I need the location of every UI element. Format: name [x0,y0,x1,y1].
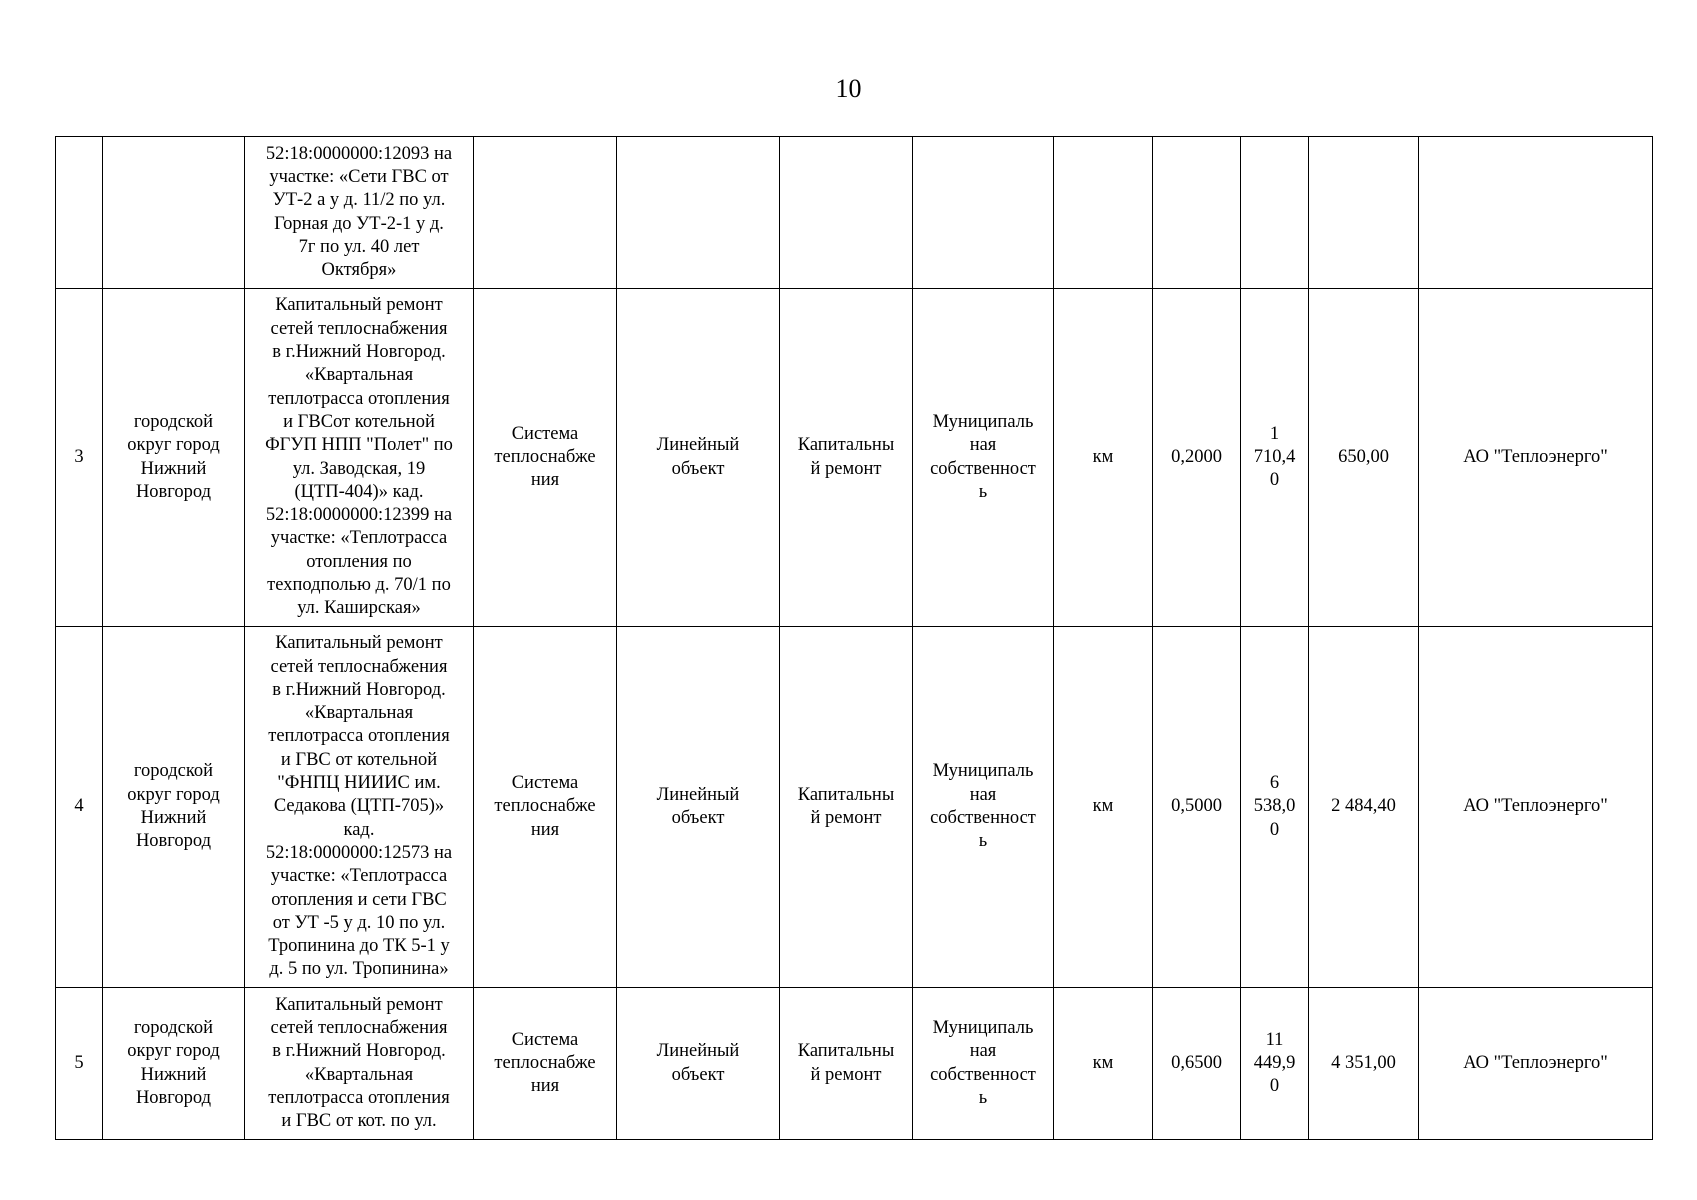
cell-text-line: д. 5 по ул. Тропинина» [269,959,449,980]
ownership-cell [913,627,1054,988]
cell-text-line: Капитальны [797,784,895,805]
cell-text-line: 710,4 [1253,446,1296,467]
cell-text-line: ФГУП НПП "Полет" по [265,435,453,456]
area-cell [103,289,245,627]
cell-text-line: участке: «Теплотрасса [270,866,448,887]
cell-text-line: в г.Нижний Новгород. [272,1041,446,1062]
operator-cell: АО "Теплоэнерго" [1419,988,1653,1140]
length-cell: 0,6500 [1153,988,1241,1140]
cell-text-line: теплотрасса отопления [268,726,450,747]
cell-text-line: 52:18:0000000:12093 на [265,143,453,164]
system-cell [474,137,617,289]
cell-text-line: и ГВС от кот. по ул. [281,1111,437,1132]
object-type-cell [617,289,780,627]
cell-text-line: ул. Каширская» [297,598,421,619]
length-cell: 0,5000 [1153,627,1241,988]
cell-text-line: Седакова (ЦТП-705)» [273,796,445,817]
cell-text-line: округ город [127,784,220,805]
cell-text-line: «Квартальная [304,703,414,724]
cell-text-line: отопления по [306,551,412,572]
cell-text-line: округ город [127,1041,220,1062]
cell-text-line: Капитальны [797,435,895,456]
cell-text-line: Муниципаль [932,761,1034,782]
cell-text-line: в г.Нижний Новгород. [272,342,446,363]
cell-text-line: объект [671,1064,725,1085]
row-number-cell: 5 [56,988,103,1140]
cell-text-line: Нижний [140,1064,207,1085]
unit-cell: км [1054,988,1153,1140]
operator-cell: АО "Теплоэнерго" [1419,627,1653,988]
area-cell [103,627,245,988]
cell-text-line: 1 [1269,423,1280,444]
cell-text-line: округ город [127,435,220,456]
cell-text-line: 449,9 [1253,1052,1296,1073]
system-cell [474,289,617,627]
length-cell: 0,2000 [1153,289,1241,627]
page-number: 10 [835,74,862,103]
cost-budget-cell [1309,137,1419,289]
cell-text-line: Капитальны [797,1041,895,1062]
unit-cell: км [1054,289,1153,627]
cell-text-line: Капитальный ремонт [275,295,443,316]
cell-text-line: ь [978,1087,988,1108]
cell-text-line: Новгород [135,831,212,852]
cell-text-line: от УТ -5 у д. 10 по ул. [272,912,446,933]
operator-cell: АО "Теплоэнерго" [1419,289,1653,627]
cell-text-line: Нижний [140,808,207,828]
cell-text-line: Новгород [135,1087,212,1108]
area-cell [103,137,245,289]
system-cell [474,627,617,988]
cell-text-line: (ЦТП-404)» кад. [294,481,424,502]
object-description-cell [245,627,474,988]
object-description-cell [245,137,474,289]
unit-cell: км [1054,627,1153,988]
cell-text-line: объект [671,458,725,479]
cell-text-line: 0 [1269,470,1280,491]
cell-text-line: собственност [930,458,1036,479]
length-cell [1153,137,1241,289]
cell-text-line: Новгород [135,481,212,502]
cell-text-line: Октября» [321,260,397,281]
cell-text-line: 11 [1265,1029,1284,1050]
cell-text-line: кад. [343,819,375,840]
cost-total-cell [1241,627,1309,988]
ownership-cell [913,137,1054,289]
cell-text-line: ь [978,831,988,852]
cell-text-line: ная [969,435,997,456]
cell-text-line: Линейный [656,1041,740,1062]
cell-text-line: теплоснабже [494,446,596,467]
system-cell [474,988,617,1140]
cell-text-line: участке: «Теплотрасса [270,528,448,549]
work-type-cell [780,627,913,988]
cell-text-line: участке: «Сети ГВС от [269,166,449,187]
cell-text-line: Система [511,423,579,444]
object-type-cell [617,627,780,988]
object-type-cell [617,137,780,289]
cell-text-line: Нижний [140,458,207,479]
cell-text-line: Тропинина до ТК 5-1 у [268,936,450,957]
operator-cell [1419,137,1653,289]
ownership-cell [913,289,1054,627]
cell-text-line: Система [511,773,579,794]
cost-total-cell [1241,988,1309,1140]
cost-total-cell [1241,289,1309,627]
cell-text-line: й ремонт [810,458,882,479]
cell-text-line: в г.Нижний Новгород. [272,679,446,700]
cell-text-line: 6 [1269,773,1280,794]
cell-text-line: техподполью д. 70/1 по [267,574,451,595]
cell-text-line: Система [511,1029,579,1050]
cell-text-line: ул. Заводская, 19 [292,458,426,479]
cell-text-line: объект [671,808,725,828]
cell-text-line: 52:18:0000000:12573 на [265,842,453,863]
cell-text-line: 52:18:0000000:12399 на [265,505,453,526]
cell-text-line: собственност [930,808,1036,828]
capital-repair-table [55,136,1653,1140]
cell-text-line: ная [969,1041,997,1062]
cell-text-line: теплотрасса отопления [268,1087,450,1108]
cell-text-line: Муниципаль [932,411,1034,432]
cell-text-line: 0 [1269,819,1280,840]
cell-text-line: УТ-2 а у д. 11/2 по ул. [272,190,446,211]
work-type-cell [780,988,913,1140]
cell-text-line: сетей теплоснабжения [270,1017,448,1038]
cell-text-line: собственност [930,1064,1036,1085]
table-row [56,289,1653,627]
cell-text-line: й ремонт [810,1064,882,1085]
table-row [56,988,1653,1140]
cell-text-line: городской [133,1017,214,1038]
cell-text-line: городской [133,761,214,782]
object-description-cell [245,988,474,1140]
work-type-cell [780,289,913,627]
cost-budget-cell: 4 351,00 [1309,988,1419,1140]
row-number-cell: 4 [56,627,103,988]
cell-text-line: Линейный [656,784,740,805]
cell-text-line: и ГВС от котельной [280,749,438,770]
cell-text-line: «Квартальная [304,365,414,386]
cell-text-line: ная [969,784,997,805]
cost-budget-cell: 2 484,40 [1309,627,1419,988]
object-description-cell [245,289,474,627]
cost-budget-cell: 650,00 [1309,289,1419,627]
cell-text-line: ния [530,470,560,491]
cell-text-line: Капитальный ремонт [275,994,443,1015]
cell-text-line: 7г по ул. 40 лет [298,236,420,257]
cell-text-line: городской [133,411,214,432]
cell-text-line: и ГВСот котельной [283,411,435,432]
unit-cell [1054,137,1153,289]
cell-text-line: 538,0 [1253,796,1296,817]
row-number-cell: 3 [56,289,103,627]
cost-total-cell [1241,137,1309,289]
table-row [56,137,1653,289]
cell-text-line: ния [530,819,560,840]
cell-text-line: Горная до УТ-2-1 у д. [274,213,444,234]
cell-text-line: отопления и сети ГВС [271,889,447,910]
row-number-cell [56,137,103,289]
cell-text-line: Капитальный ремонт [275,633,443,654]
cell-text-line: "ФНПЦ НИИИС им. [277,773,441,794]
work-type-cell [780,137,913,289]
cell-text-line: сетей теплоснабжения [270,318,448,339]
cell-text-line: «Квартальная [304,1064,414,1085]
cell-text-line: теплоснабже [494,1052,596,1073]
cell-text-line: сетей теплоснабжения [270,656,448,677]
cell-text-line: ь [978,481,988,502]
cell-text-line: ния [530,1076,560,1097]
cell-text-line: й ремонт [810,808,882,828]
table-row [56,627,1653,988]
cell-text-line: Линейный [656,435,740,456]
cell-text-line: теплоснабже [494,796,596,817]
cell-text-line: теплотрасса отопления [268,388,450,409]
cell-text-line: 0 [1269,1076,1280,1097]
ownership-cell [913,988,1054,1140]
object-type-cell [617,988,780,1140]
area-cell [103,988,245,1140]
cell-text-line: Муниципаль [932,1017,1034,1038]
